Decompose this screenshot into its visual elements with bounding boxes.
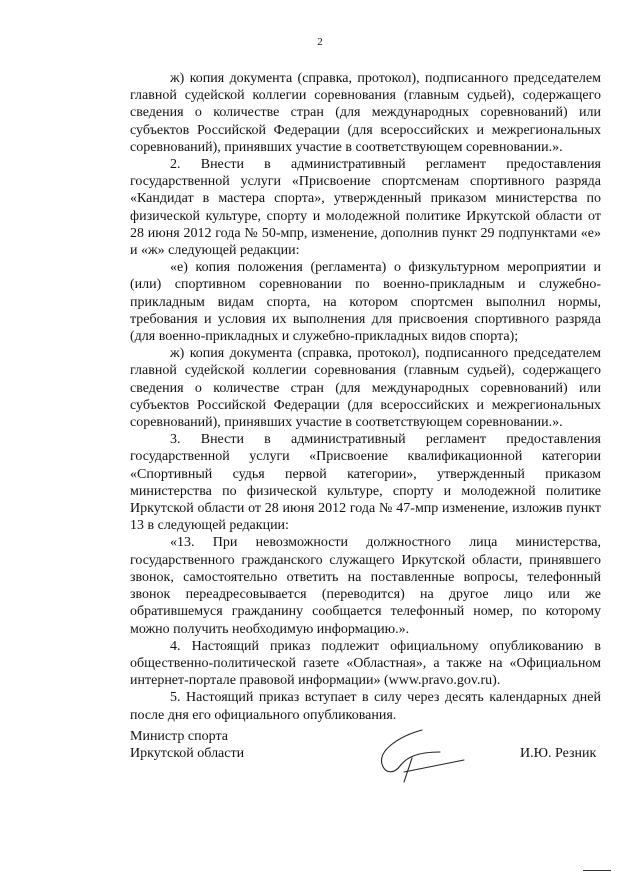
handwritten-signature: [360, 722, 480, 792]
signatory-name: И.Ю. Резник: [520, 746, 597, 761]
signatory-position-line-2: Иркутской области: [130, 746, 245, 762]
paragraph-5: 3. Внести в административный регламент предоставления государственной услуги «Присвоение квалификационной категории «Спортивный судья первой категории», утвержденный приказом министерства по физической культуре, спорту и молодежной политике Иркутской области от 28 июня 2012 года № 47-мпр изменение, изложив пункт 13 в следующей редакции:: [130, 432, 601, 534]
paragraph-4: ж) копия документа (справка, протокол), подписанного председателем главной судейской коллегии соревнования (главным судьей), содержащего сведения о количестве стран (для международных соревнований) или субъектов Российской Федерации (для всероссийских и межрегиональных соревнований), принявших участие в соответствующем соревновании.».: [130, 346, 601, 431]
signatory-position: [130, 728, 244, 763]
document-body: [130, 70, 601, 724]
paragraph-1: ж) копия документа (справка, протокол), подписанного председателем главной судейской коллегии соревнования (главным судьей), содержащего сведения о количестве стран (для международных соревнований) или субъектов Российской Федерации (для всероссийских и межрегиональных соревнований), принявших участие в соответствующем соревновании.».: [130, 71, 601, 155]
scan-mark: [583, 870, 611, 871]
paragraph-6: «13. При невозможности должностного лица министерства, государственного гражданского служащего Иркутской области, принявшего звонок, самостоятельно ответить на поставленные вопросы, телефонный звонок переадресовывается (переводится) на другое лицо или же обратившемуся гражданину сообщается телефонный номер, по которому можно получить необходимую информацию.».: [130, 535, 601, 637]
paragraph-8: 5. Настоящий приказ вступает в силу через десять календарных дней после дня его официального опубликования.: [130, 690, 601, 723]
page-number: 2: [317, 36, 323, 48]
paragraph-7: 4. Настоящий приказ подлежит официальному опубликованию в общественно-политической газете «Областная», а также на «Официальном интернет-портале правовой информации» (www.pravo.gov.ru).: [130, 638, 601, 689]
signatory-position-line-1: Министр спорта: [130, 729, 228, 744]
paragraph-3: «е) копия положения (регламента) о физкультурном мероприятии и (или) спортивном соревновании по военно-прикладным и служебно-прикладным видам спорта, на котором спортсмен выполнил нормы, требования и условия их выполнения для присвоения спортивного разряда (для военно-прикладных и служебно-прикладных видов спорта);: [130, 260, 601, 345]
paragraph-2: 2. Внести в административный регламент предоставления государственной услуги «Присвоение спортсменам спортивного разряда «Кандидат в мастера спорта», утвержденный приказом министерства по физической культуре, спорту и молодежной политике Иркутской области от 28 июня 2012 года № 50-мпр, изменение, дополнив пункт 29 подпунктами «е» и «ж» следующей редакции:: [130, 157, 601, 259]
